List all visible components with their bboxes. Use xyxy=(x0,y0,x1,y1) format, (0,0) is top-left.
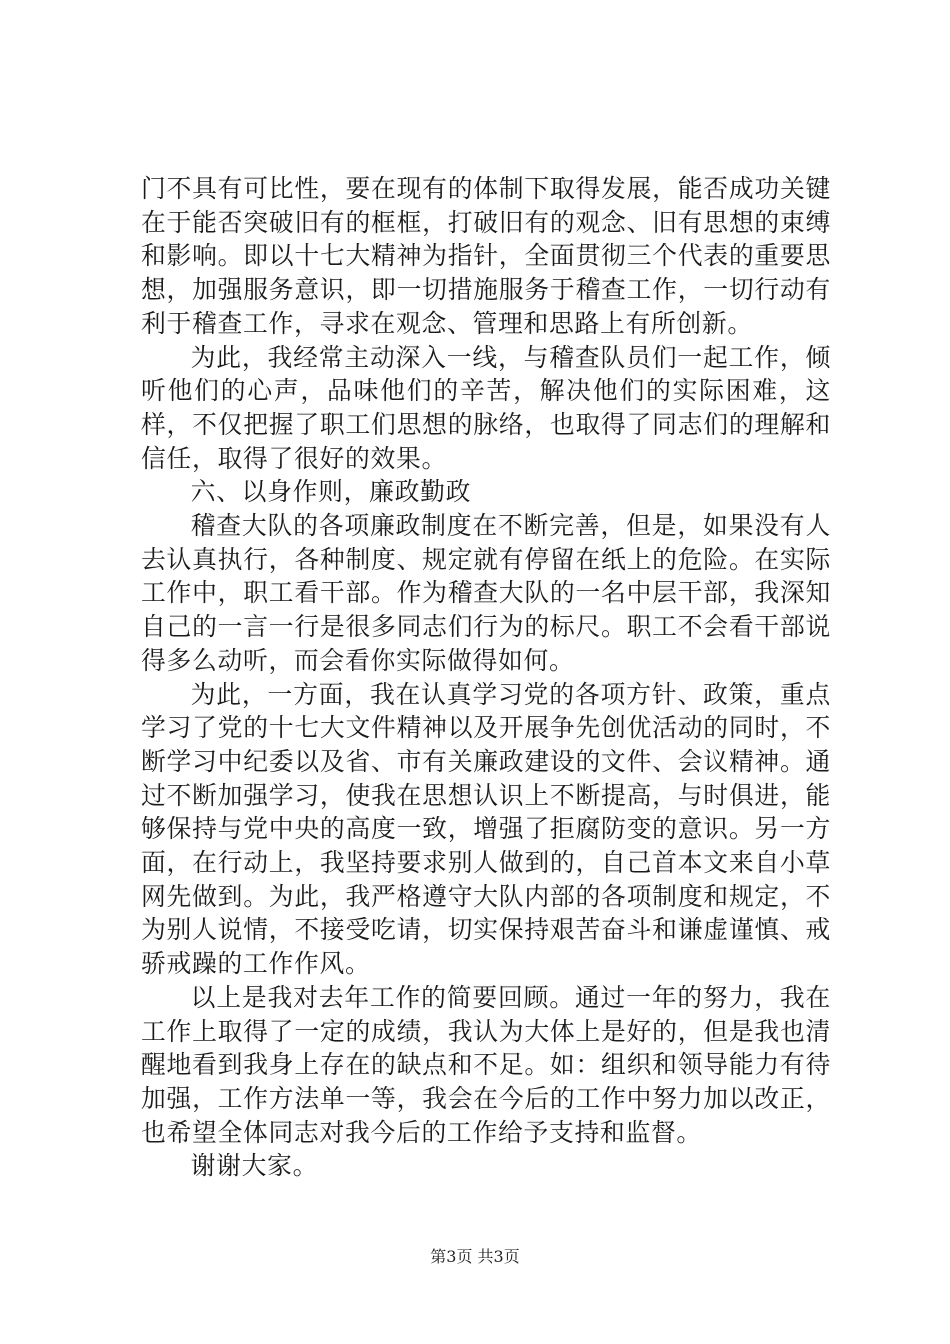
paragraph-study-and-action: 为此，一方面，我在认真学习党的各项方针、政策，重点学习了党的十七大文件精神以及开展争先创优活动的同时，不断学习中纪委以及省、市有关廉政建设的文件、会议精神。通过不断加强学习，使我在思想认识上不断提高，与时俱进，能够保持与党中央的高度一致，增强了拒腐防变的意识。另一方面，在行动上，我坚持要求别人做到的，自己首本文来自小草网先做到。为此，我严格遵守大队内部的各项制度和规定，不为别人说情，不接受吃请，切实保持艰苦奋斗和谦虚谨慎、戒骄戒躁的工作作风。 xyxy=(141,679,831,979)
section-heading-integrity: 六、以身作则，廉政勤政 xyxy=(190,477,472,507)
paragraph-continuation: 门不具有可比性，要在现有的体制下取得发展，能否成功关键在于能否突破旧有的框框，打破旧有的观念、旧有思想的束缚和影响。即以十七大精神为指针，全面贯彻三个代表的重要思想，加强服务意识，即一切措施服务于稽查工作，一切行动有利于稽查工作，寻求在观念、管理和思路上有所创新。 xyxy=(141,174,831,338)
paragraph-thanks: 谢谢大家。 xyxy=(190,1151,319,1181)
page-number-footer: 第3页 共3页 xyxy=(430,1247,520,1266)
paragraph-summary: 以上是我对去年工作的简要回顾。通过一年的努力，我在工作上取得了一定的成绩，我认为大体上是好的，但是我也清醒地看到我身上存在的缺点和不足。如：组织和领导能力有待加强，工作方法单一等，我会在今后的工作中努力加以改正，也希望全体同志对我今后的工作给予支持和监督。 xyxy=(141,982,831,1147)
document-body xyxy=(141,172,831,1183)
paragraph-integrity-system: 稽查大队的各项廉政制度在不断完善，但是，如果没有人去认真执行，各种制度、规定就有停留在纸上的危险。在实际工作中，职工看干部。作为稽查大队的一名中层干部，我深知自己的一言一行是很多同志们行为的标尺。职工不会看干部说得多么动听，而会看你实际做得如何。 xyxy=(141,511,831,675)
paragraph-frontline-work: 为此，我经常主动深入一线，与稽查队员们一起工作，倾听他们的心声，品味他们的辛苦，解决他们的实际困难，这样，不仅把握了职工们思想的脉络，也取得了同志们的理解和信任，取得了很好的效果。 xyxy=(141,342,831,473)
